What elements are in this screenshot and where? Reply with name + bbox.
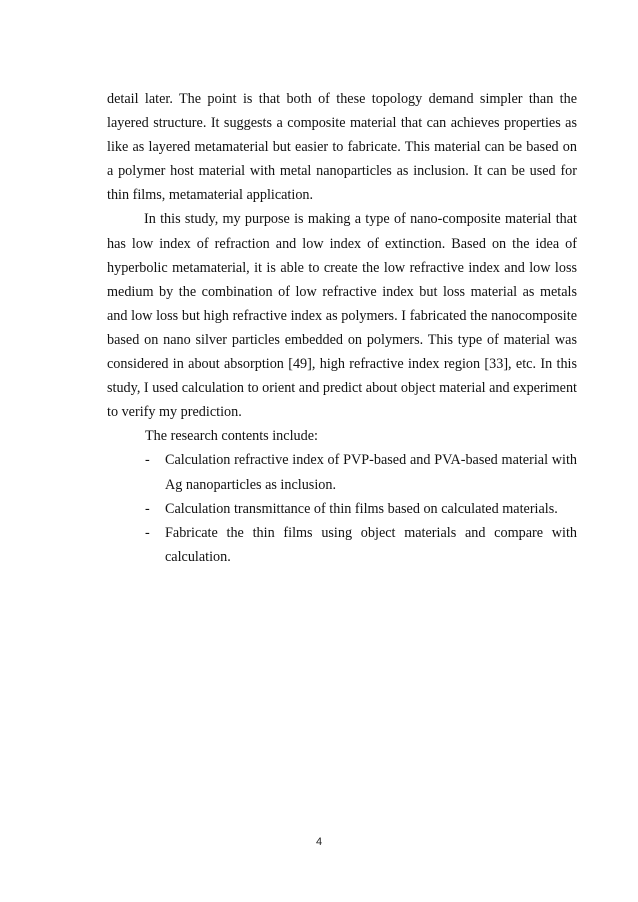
list-item <box>107 448 577 496</box>
list-item <box>107 497 577 521</box>
paragraph-continuation: detail later. The point is that both of these topology demand simpler than the layered structure. It suggests a composite material that can achieves properties as like as layered metamaterial but easier to fabricate. This material can be based on a polymer host material with metal nanoparticles as inclusion. It can be used for thin films, metamaterial application. <box>107 91 577 204</box>
list-item-text: Calculation transmittance of thin films based on calculated materials. <box>165 500 558 517</box>
list-item-text: Calculation refractive index of PVP-based and PVA-based material with Ag nanoparticles as inclusion. <box>165 452 577 493</box>
research-contents-intro: The research contents include: <box>145 428 318 445</box>
list-item-text: Fabricate the thin films using object materials and compare with calculation. <box>165 524 577 565</box>
paragraph-study-purpose: In this study, my purpose is making a type of nano-composite material that has low index of refraction and low index of extinction. Based on the idea of hyperbolic metamaterial, it is able to create the low refractive index and low loss medium by the combination of low refractive index but loss material as metals and low loss but high refractive index as polymers. I fabricated the nanocomposite based on nano silver particles embedded on polymers. This type of material was considered in about absorption [49], high refractive index region [33], etc. In this study, I used calculation to orient and predict about object material and experiment to verify my prediction. <box>107 211 577 421</box>
page-number: 4 <box>315 836 323 848</box>
bullet-dash: - <box>145 452 150 469</box>
bullet-dash: - <box>145 500 150 517</box>
research-contents-list <box>107 448 577 568</box>
bullet-dash: - <box>145 524 150 541</box>
page-body <box>107 87 577 569</box>
list-item <box>107 521 577 569</box>
